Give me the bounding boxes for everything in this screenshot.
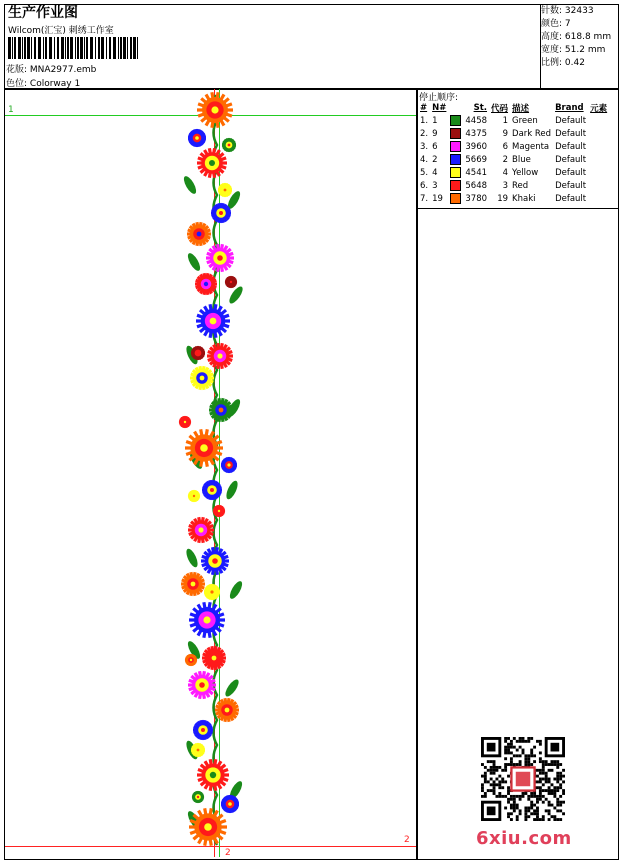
flower xyxy=(197,92,233,127)
cell-desc: Blue xyxy=(512,154,531,165)
color-swatch xyxy=(450,154,461,165)
flower xyxy=(191,346,205,360)
color-swatch xyxy=(450,128,461,139)
colorway-label: 色位: xyxy=(6,79,28,89)
cell-index: 7. xyxy=(420,193,429,204)
flower xyxy=(221,457,237,473)
color-swatch xyxy=(450,141,461,152)
cell-index: 1. xyxy=(420,115,429,126)
embroidery-design xyxy=(170,90,270,856)
cell-code: 9 xyxy=(502,128,509,139)
cell-swatch xyxy=(448,127,463,140)
stat-stitches: 针数: 32433 xyxy=(541,6,594,16)
col-st: St. xyxy=(473,102,488,113)
cell-index: 3. xyxy=(420,141,429,152)
barcode xyxy=(8,37,140,59)
guide-label-bottom: 2 xyxy=(225,848,231,858)
page-title: 生产作业图 xyxy=(8,5,78,21)
cell-element xyxy=(588,192,609,205)
cell-desc: Red xyxy=(512,180,529,191)
cell-n: 19 xyxy=(432,193,443,204)
table-divider xyxy=(416,208,618,209)
cell-n: 4 xyxy=(432,167,438,178)
flower xyxy=(209,398,233,422)
cell-swatch xyxy=(448,166,463,179)
flower xyxy=(202,480,222,500)
cell-desc: Magenta xyxy=(512,141,550,152)
cell-n: 2 xyxy=(432,154,438,165)
cell-st: 4375 xyxy=(465,128,488,139)
flower xyxy=(218,183,232,197)
color-table xyxy=(418,101,609,205)
cell-brand: Default xyxy=(555,128,587,139)
cell-index: 6. xyxy=(420,180,429,191)
guide-label-bottom-right: 2 xyxy=(404,835,410,845)
stop-sequence-title: 停止顺序: xyxy=(419,93,459,103)
cell-n: 3 xyxy=(432,180,438,191)
cell-n: 6 xyxy=(432,141,438,152)
flower xyxy=(192,791,204,803)
cell-brand: Default xyxy=(555,193,587,204)
stat-scale: 比例: 0.42 xyxy=(541,58,585,68)
flower xyxy=(185,654,197,666)
cell-index: 4. xyxy=(420,154,429,165)
cell-element xyxy=(588,140,609,153)
table-row xyxy=(418,192,609,205)
flower xyxy=(189,602,225,637)
leaf xyxy=(182,174,199,195)
color-swatch xyxy=(450,115,461,126)
leaf xyxy=(186,251,203,272)
stat-colors: 颜色: 7 xyxy=(541,19,571,29)
flower xyxy=(197,759,229,791)
flower xyxy=(215,698,239,722)
cell-brand: Default xyxy=(555,180,587,191)
color-swatch xyxy=(450,167,461,178)
flower xyxy=(202,646,226,670)
cell-swatch xyxy=(448,114,463,127)
cell-brand: Default xyxy=(555,141,587,152)
cell-element xyxy=(588,153,609,166)
flower xyxy=(213,505,225,517)
cell-code: 6 xyxy=(502,141,509,152)
table-row xyxy=(418,140,609,153)
colorway-value: Colorway 1 xyxy=(29,79,81,89)
flower xyxy=(197,148,227,178)
flower xyxy=(187,222,211,246)
flower xyxy=(196,304,230,337)
leaf xyxy=(224,479,240,501)
cell-st: 5669 xyxy=(465,154,488,165)
cell-brand: Default xyxy=(555,115,587,126)
cell-desc: Yellow xyxy=(512,167,539,178)
table-header-row xyxy=(418,101,609,114)
cell-st: 4541 xyxy=(465,167,488,178)
cell-st: 3960 xyxy=(465,141,488,152)
col-code: 代码 xyxy=(491,103,509,114)
table-row xyxy=(418,114,609,127)
flower xyxy=(206,244,234,272)
flower xyxy=(189,808,227,845)
cell-st: 4458 xyxy=(465,115,488,126)
color-swatch xyxy=(450,193,461,204)
cell-swatch xyxy=(448,153,463,166)
flower xyxy=(188,671,216,699)
cell-index: 2. xyxy=(420,128,429,139)
cell-element xyxy=(588,179,609,192)
cell-st: 3780 xyxy=(465,193,488,204)
cell-index: 5. xyxy=(420,167,429,178)
table-row xyxy=(418,166,609,179)
stat-width: 宽度: 51.2 mm xyxy=(541,45,606,55)
col-swatch xyxy=(448,101,463,114)
leaf xyxy=(184,547,200,569)
cell-code: 19 xyxy=(497,193,509,204)
cell-element xyxy=(588,166,609,179)
leaf xyxy=(223,678,241,699)
cell-desc: Green xyxy=(512,115,538,126)
col-index: # xyxy=(420,102,428,113)
design-label: 花版: xyxy=(6,65,28,75)
cell-code: 4 xyxy=(502,167,509,178)
flower xyxy=(225,276,237,288)
flower xyxy=(195,273,217,295)
flower xyxy=(181,572,205,596)
cell-st: 5648 xyxy=(465,180,488,191)
cell-n: 9 xyxy=(432,128,438,139)
flower xyxy=(188,490,200,502)
qr-code xyxy=(481,737,565,821)
flower xyxy=(221,795,239,813)
col-element: 元素 xyxy=(590,103,608,114)
cell-n: 1 xyxy=(432,115,438,126)
watermark: 6xiu.com xyxy=(476,828,572,849)
flower xyxy=(201,547,229,575)
design-value: MNA2977.emb xyxy=(29,65,97,75)
flower xyxy=(211,203,231,223)
cell-code: 1 xyxy=(502,115,509,126)
cell-desc: Dark Red xyxy=(512,128,552,139)
flower xyxy=(191,743,205,757)
cell-swatch xyxy=(448,140,463,153)
table-row xyxy=(418,179,609,192)
flower xyxy=(193,720,213,740)
leaf xyxy=(228,579,245,600)
flower xyxy=(222,138,236,152)
guide-label-top: 1 xyxy=(8,105,14,115)
cell-swatch xyxy=(448,192,463,205)
flower xyxy=(188,129,206,147)
cell-desc: Khaki xyxy=(512,193,536,204)
design-file xyxy=(6,62,96,75)
stat-height: 高度: 618.8 mm xyxy=(541,32,612,42)
cell-brand: Default xyxy=(555,154,587,165)
flower xyxy=(179,416,191,428)
cell-element xyxy=(588,127,609,140)
flower xyxy=(190,366,214,390)
col-desc: 描述 xyxy=(512,103,530,114)
cell-element xyxy=(588,114,609,127)
cell-code: 3 xyxy=(502,180,509,191)
cell-brand: Default xyxy=(555,167,587,178)
flower xyxy=(188,517,214,543)
company-name: Wilcom(汇宝) 刺绣工作室 xyxy=(8,26,114,36)
flower xyxy=(185,429,223,466)
stats-list xyxy=(541,5,611,70)
cell-code: 2 xyxy=(502,154,509,165)
cell-swatch xyxy=(448,179,463,192)
color-swatch xyxy=(450,180,461,191)
col-brand: Brand xyxy=(555,102,584,113)
col-n: N# xyxy=(432,102,447,113)
table-row xyxy=(418,153,609,166)
flower xyxy=(207,343,233,369)
colorway xyxy=(6,76,80,89)
flower xyxy=(204,584,220,600)
table-row xyxy=(418,127,609,140)
